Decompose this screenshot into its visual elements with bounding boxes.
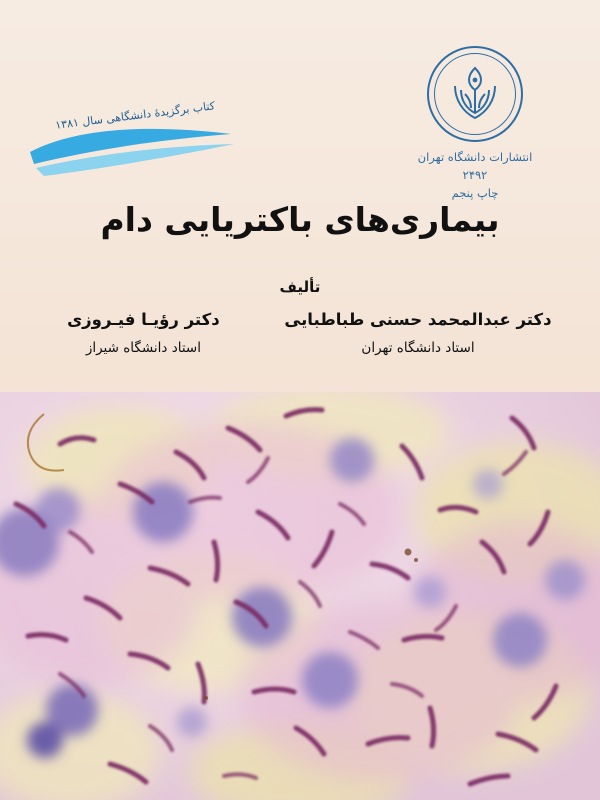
award-badge (26, 92, 241, 184)
authors-list (0, 310, 600, 356)
publisher-name: انتشارات دانشگاه تهران (417, 150, 533, 164)
award-text: کتاب برگزیدهٔ دانشگاهی سال ۱۳۸۱ (54, 99, 216, 132)
publication-number: ۲۴۹۲ (462, 167, 488, 182)
cover-top-area (0, 0, 600, 392)
byline (0, 278, 600, 356)
publisher-text-lines (390, 149, 560, 202)
author-name: دکتر رؤیـا فیـروزی (67, 310, 220, 329)
edition-label: چاپ پنجم (451, 185, 499, 200)
ribbon-swoosh-icon (26, 118, 241, 180)
university-of-tehran-seal-icon (427, 46, 523, 142)
author-affiliation: استاد دانشگاه شیراز (85, 340, 201, 356)
author-entry (284, 310, 551, 356)
page-title: بیماری‌های باکتریایی دام (100, 200, 500, 239)
bacteria-micrograph-photo (0, 392, 600, 800)
publisher-logo-block (390, 46, 560, 202)
byline-label: تألیف (279, 278, 321, 296)
seal-inner-graphic (441, 60, 509, 128)
author-name: دکتر عبدالمحمد حسنی طباطبایی (284, 310, 552, 329)
author-entry (48, 310, 238, 356)
author-affiliation: استاد دانشگاه تهران (361, 340, 475, 356)
